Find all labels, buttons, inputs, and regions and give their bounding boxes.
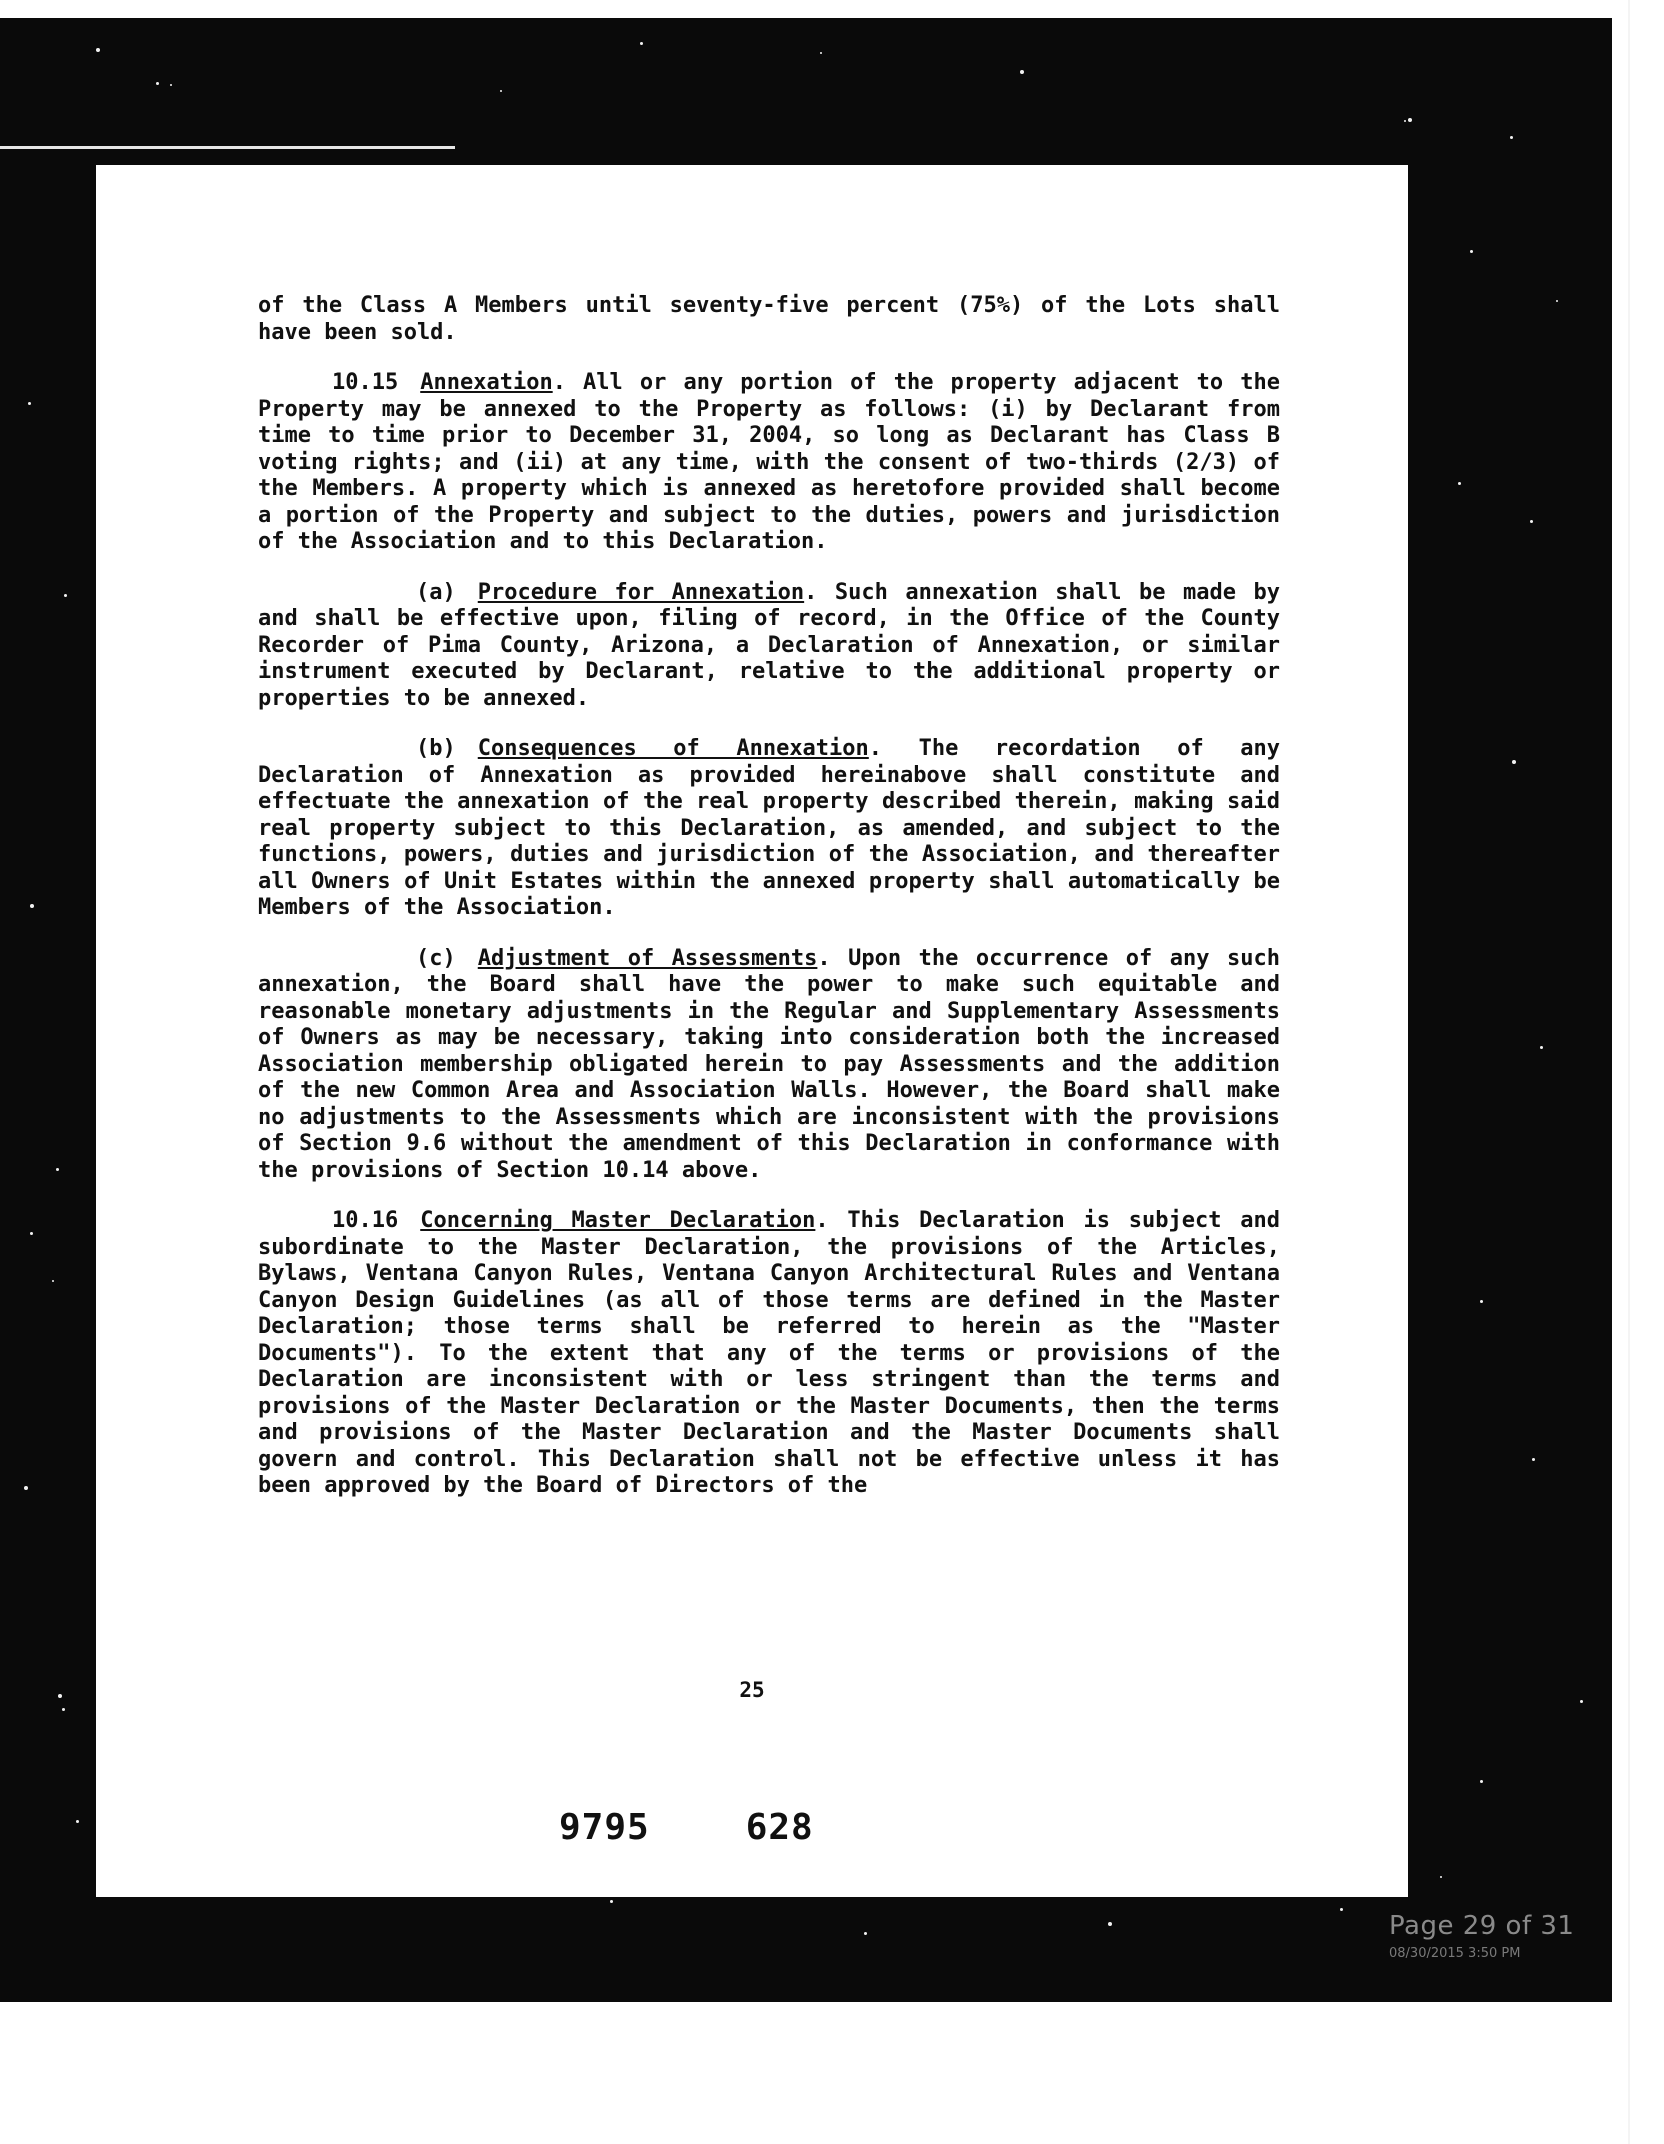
subsection-b: [258, 736, 1280, 922]
section-body: . All or any portion of the property adjacent to the Property may be annexed to the Property as follows: (i) by Declarant from time to time prior to December 31, 2004, so long as Declarant has Class B voting rights; and (ii) at any time, with the consent of two-thirds (2/3) of the Members. A property which is annexed as heretofore provided shall become a portion of the Property and subject to the duties, powers and jurisdiction of the Association and to this Declaration.: [258, 370, 1280, 554]
continuation-text: of the Class A Members until seventy-five percent (75%) of the Lots shall have been sold.: [258, 293, 1280, 345]
scan-speck: [1404, 120, 1406, 122]
page-counter: Page 29 of 31: [1389, 1911, 1575, 1941]
scan-speck: [1480, 1300, 1483, 1303]
scan-speck: [76, 1820, 79, 1823]
scan-speck: [96, 48, 100, 52]
subsection-heading: Consequences of Annexation: [477, 736, 869, 761]
scan-speck: [156, 82, 159, 85]
subsection-heading: Procedure for Annexation: [477, 579, 805, 605]
recording-stamp: [559, 1807, 814, 1848]
section-body: . This Declaration is subject and subordinate to the Master Declaration, the provisions of the Articles, Bylaws, Ventana Canyon Rules, Ventana Canyon Architectural Rules and Ventana Canyon Design Guidelines (as all of those terms are defined in the Master Declaration; those terms shall be referred to herein as the "Master Documents"). To the extent that any of the terms or provisions of the Declaration are inconsistent with or less stringent than the terms and provisions of the Master Declaration or the Master Documents, then the terms and provisions of the Master Declaration and the Master Documents shall govern and control. This Declaration shall not be effective unless it has been approved by the Board of Directors of the: [258, 1208, 1281, 1498]
scan-speck: [1532, 1458, 1535, 1461]
subsection-c: [258, 946, 1280, 1185]
scan-speck: [58, 1694, 62, 1698]
scan-speck: [1480, 1780, 1483, 1783]
scan-speck: [640, 42, 643, 45]
scan-speck: [1458, 482, 1461, 485]
scan-speck: [500, 90, 502, 92]
scan-speck: [1510, 136, 1513, 139]
scan-speck: [1580, 1700, 1583, 1703]
scan-speck: [864, 1932, 867, 1935]
scan-speck: [30, 1232, 33, 1235]
book-number: 9795: [559, 1807, 650, 1848]
scan-speck: [1470, 250, 1473, 253]
section-number: 10.15: [332, 370, 399, 395]
scan-speck: [610, 1900, 613, 1903]
scan-speck: [1556, 300, 1558, 302]
book-page-number: 628: [745, 1807, 814, 1848]
scan-speck: [1020, 70, 1024, 74]
print-timestamp: 08/30/2015 3:50 PM: [1389, 1946, 1521, 1961]
scan-speck: [1108, 1922, 1112, 1926]
scan-speck: [1530, 520, 1533, 523]
scan-artifact-rule: [0, 146, 455, 149]
scan-speck: [1540, 1046, 1543, 1049]
section-number: 10.16: [332, 1208, 399, 1233]
scan-speck: [1408, 118, 1412, 122]
section-heading: Concerning Master Declaration: [420, 1208, 816, 1233]
scan-speck: [30, 904, 34, 908]
scan-speck: [28, 402, 31, 405]
scan-speck: [52, 1280, 54, 1282]
paragraph-continuation: [258, 293, 1280, 346]
document-body: [258, 293, 1280, 1524]
subsection-a: [258, 580, 1280, 713]
scan-speck: [24, 1486, 28, 1490]
scan-speck: [1340, 1908, 1343, 1911]
page-edge-line: [1628, 0, 1630, 2144]
section-10-16: [258, 1208, 1280, 1500]
subsection-body: . The recordation of any Declaration of Annexation as provided hereinabove shall constitute and effectuate the annexation of the real property described therein, making said real property subject to this Declaration, as amended, and subject to the functions, powers, duties and jurisdiction of the Association, and thereafter all Owners of Unit Estates within the annexed property shall automatically be Members of the Association.: [258, 736, 1281, 920]
scan-speck: [64, 594, 67, 597]
scan-speck: [1440, 1876, 1442, 1878]
section-10-15: [258, 370, 1280, 556]
document-page: [96, 165, 1408, 1897]
subsection-number: (b): [416, 736, 456, 761]
scan-speck: [62, 1708, 65, 1711]
subsection-number: (a): [416, 579, 456, 605]
scan-speck: [170, 84, 172, 86]
subsection-body: . Upon the occurrence of any such annexation, the Board shall have the power to make such equitable and reasonable monetary adjustments in the Regular and Supplementary Assessments of Owners as may be necessary, taking into consideration both the increased Association membership obligated herein to pay Assessments and the addition of the new Common Area and Association Walls. However, the Board shall make no adjustments to the Assessments which are inconsistent with the provisions of Section 9.6 without the amendment of this Declaration in conformance with the provisions of Section 10.14 above.: [258, 945, 1280, 1183]
section-heading: Annexation: [420, 370, 553, 395]
subsection-number: (c): [416, 945, 456, 971]
subsection-body: . Such annexation shall be made by and shall be effective upon, filing of record, in the Office of the County Recorder of Pima County, Arizona, a Declaration of Annexation, or similar instrument executed by Declarant, relative to the additional property or properties to be annexed.: [258, 579, 1280, 711]
scan-speck: [56, 1168, 59, 1171]
scan-speck: [1512, 760, 1516, 764]
subsection-heading: Adjustment of Assessments: [477, 945, 818, 971]
scan-speck: [820, 52, 822, 54]
page-number: 25: [739, 1678, 765, 1702]
